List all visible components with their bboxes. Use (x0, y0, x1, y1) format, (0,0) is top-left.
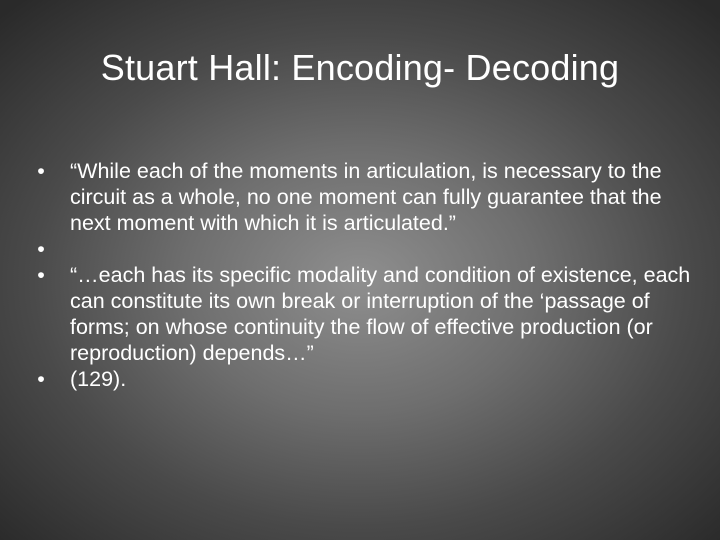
bullet-item (34, 158, 694, 236)
slide-title: Stuart Hall: Encoding- Decoding (100, 47, 620, 88)
bullet-item (34, 262, 694, 366)
bullet-icon: • (37, 367, 45, 391)
bullet-icon: • (37, 159, 45, 183)
bullet-text: (129). (70, 367, 127, 391)
bullet-list (34, 158, 694, 392)
bullet-text: “…each has its specific modality and condition of existence, each can constitute its own break or interruption of the ‘passage of forms; on whose continuity the flow of effective production (or reproduction) depends…” (70, 263, 691, 365)
bullet-icon: • (37, 237, 45, 261)
bullet-item (34, 236, 694, 262)
bullet-text: “While each of the moments in articulation, is necessary to the circuit as a whole, no one moment can fully guarantee that the next moment with which it is articulated.” (70, 159, 662, 235)
bullet-item (34, 366, 694, 392)
bullet-icon: • (37, 263, 45, 287)
